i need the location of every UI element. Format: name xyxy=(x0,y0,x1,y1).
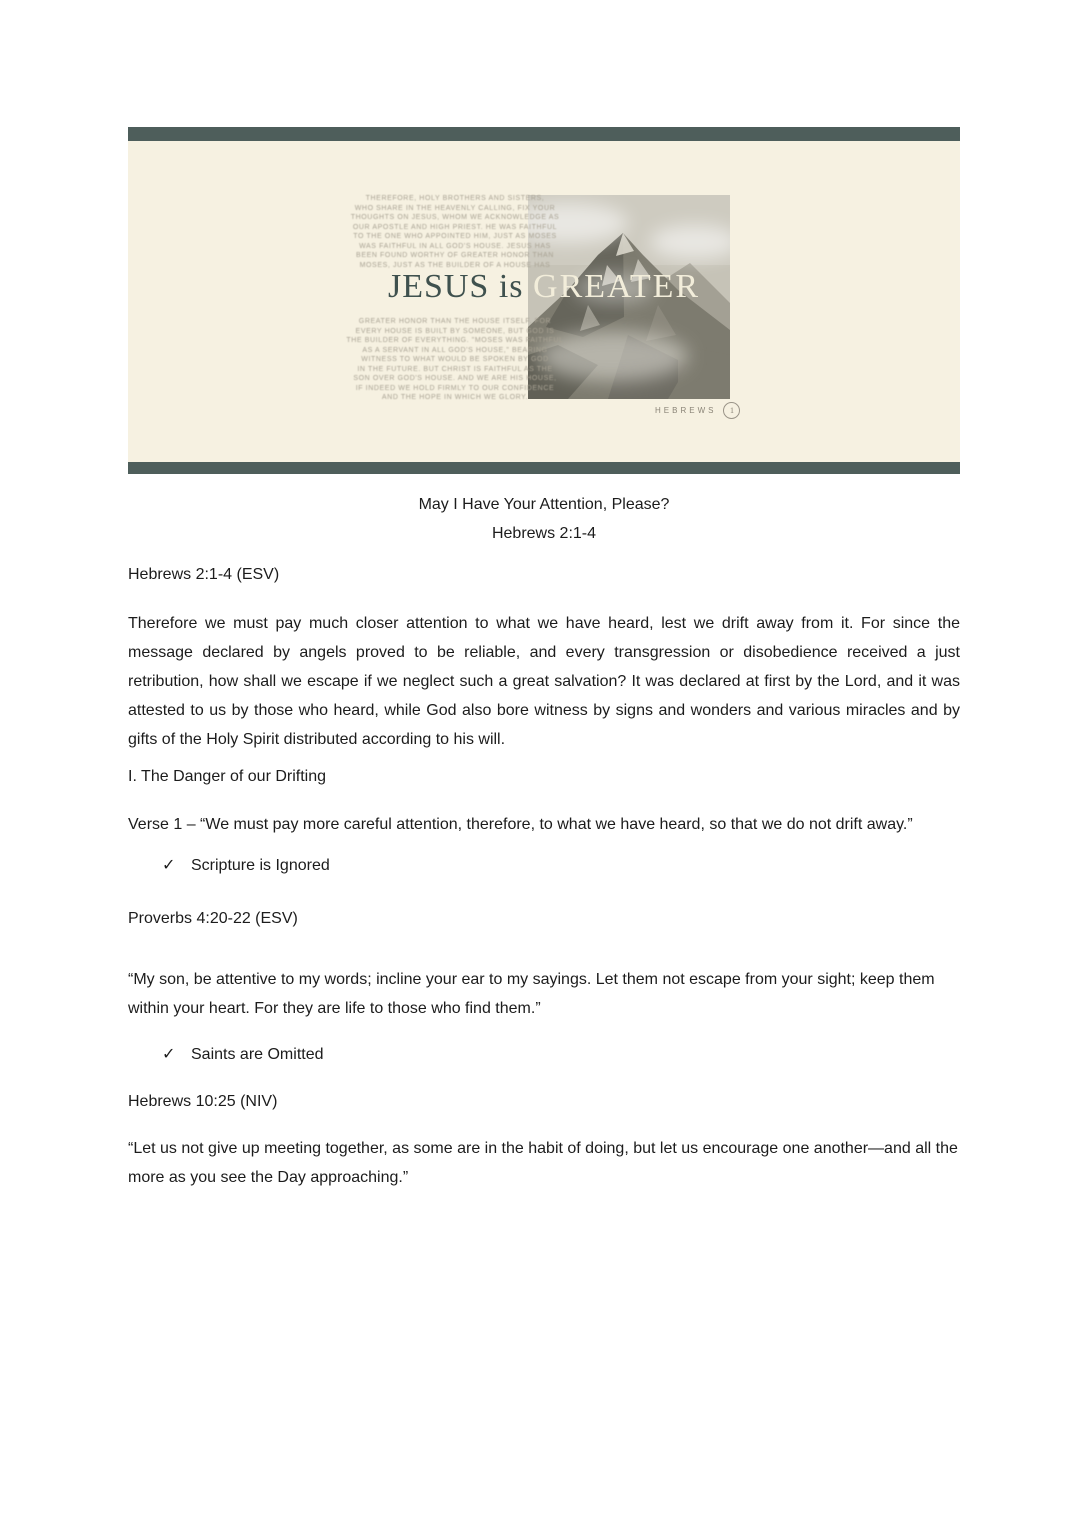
banner-top-bar xyxy=(128,127,960,141)
scripture-line: EVERY HOUSE IS BUILT BY SOMEONE, BUT GOD IS xyxy=(355,327,555,335)
banner-body xyxy=(128,141,960,462)
banner-series-label xyxy=(655,402,740,419)
banner-headline-greater: GREATER xyxy=(533,268,701,305)
scripture-line: BEEN FOUND WORTHY OF GREATER HONOR THAN xyxy=(356,252,554,259)
scripture-line: IN THE FUTURE. BUT CHRIST IS FAITHFUL AS THE xyxy=(357,365,553,373)
check-list-label: Scripture is Ignored xyxy=(191,857,330,874)
banner-bottom-bar xyxy=(128,462,960,474)
scripture-reference: Proverbs 4:20-22 (ESV) xyxy=(128,910,298,927)
fog-overlay xyxy=(650,225,730,259)
title-block xyxy=(128,490,960,548)
series-number-badge-icon: 1 xyxy=(723,402,740,419)
scripture-line: THE BUILDER OF EVERYTHING. "MOSES WAS FAITHFUL xyxy=(346,337,564,344)
sermon-notes xyxy=(128,490,960,1192)
scripture-line: AS A SERVANT IN ALL GOD'S HOUSE," BEARING xyxy=(362,346,548,354)
checkmark-icon: ✓ xyxy=(162,857,176,874)
sermon-series-banner xyxy=(128,127,960,474)
banner-headline-jesus: JESUS is xyxy=(387,268,524,305)
scripture-line: WAS FAITHFUL IN ALL GOD'S HOUSE. JESUS HAS xyxy=(359,242,551,250)
scripture-quote: “My son, be attentive to my words; incline your ear to my sayings. Let them not escape from your sight; keep them within your heart. For they are life to those who find them.” xyxy=(128,971,935,1017)
banner-scripture-bottom xyxy=(300,317,610,403)
scripture-line: SON OVER GOD'S HOUSE. AND WE ARE HIS HOUSE, xyxy=(353,375,557,382)
document-subtitle: Hebrews 2:1-4 xyxy=(491,525,597,542)
verse-note: Verse 1 – “We must pay more careful attention, therefore, to what we have heard, so that we do not drift away.” xyxy=(128,816,913,833)
scripture-line: IF INDEED WE HOLD FIRMLY TO OUR CONFIDENCE xyxy=(355,384,555,392)
banner-headline xyxy=(128,267,960,307)
document-title: May I Have Your Attention, Please? xyxy=(418,496,670,513)
scripture-line: WHO SHARE IN THE HEAVENLY CALLING, FIX YOUR xyxy=(354,204,556,212)
check-list-item xyxy=(162,1040,960,1069)
scripture-line: MOSES, JUST AS THE BUILDER OF A HOUSE HAS xyxy=(359,261,551,269)
scripture-line: TO THE ONE WHO APPOINTED HIM, JUST AS MOSES xyxy=(353,233,557,240)
scripture-reference: Hebrews 2:1-4 (ESV) xyxy=(128,566,280,583)
banner-scripture-top xyxy=(300,194,610,270)
series-book-label: HEBREWS xyxy=(655,406,717,415)
scripture-line: OUR APOSTLE AND HIGH PRIEST. HE WAS FAITHFUL xyxy=(352,223,558,231)
scripture-line: AND THE HOPE IN WHICH WE GLORY. xyxy=(381,394,529,401)
scripture-line: WITNESS TO WHAT WOULD BE SPOKEN BY GOD xyxy=(361,356,549,363)
scripture-line: THEREFORE, HOLY BROTHERS AND SISTERS, xyxy=(365,195,545,202)
scripture-passage: Therefore we must pay much closer attention to what we have heard, lest we drift away from it. For since the message declared by angels proved to be reliable, and every transgression or disobedience received a just retribution, how shall we escape if we neglect such a great salvation? It was declared at first by the Lord, and it was attested to us by those who heard, while God also bore witness by signs and wonders and various miracles and by gifts of the Holy Spirit distributed according to his will. xyxy=(128,615,960,748)
scripture-line: GREATER HONOR THAN THE HOUSE ITSELF. FOR xyxy=(358,318,552,325)
scripture-reference: Hebrews 10:25 (NIV) xyxy=(128,1093,278,1110)
check-list-label: Saints are Omitted xyxy=(191,1046,324,1063)
scripture-quote: “Let us not give up meeting together, as some are in the habit of doing, but let us encourage one another—and all the more as you see the Day approaching.” xyxy=(128,1140,958,1186)
document-page xyxy=(0,127,1088,1192)
outline-heading: I. The Danger of our Drifting xyxy=(128,768,327,785)
check-list-item xyxy=(162,851,960,880)
scripture-line: THOUGHTS ON JESUS, WHOM WE ACKNOWLEDGE AS xyxy=(350,214,560,221)
checkmark-icon: ✓ xyxy=(162,1046,176,1063)
